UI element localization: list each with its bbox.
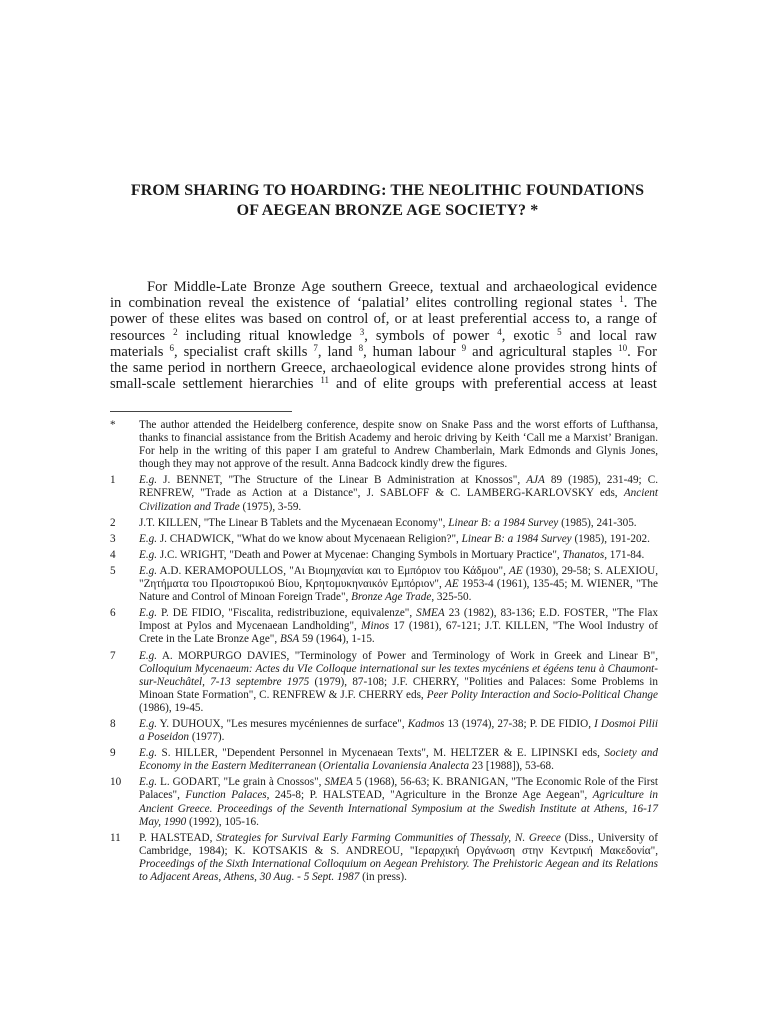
footnote-segment: E.g. — [139, 607, 158, 620]
footnote-mark: 4 — [110, 548, 116, 561]
body-line — [110, 279, 657, 295]
footnote-segment: 1953-4 (1961), 135-45; M. WIENER, "The Nature and Control of Minoan Foreign Trade", — [139, 578, 658, 604]
footnote-segment: 23 [1988]), 53-68. — [469, 760, 554, 773]
body-text-segment: , symbols of power — [364, 327, 490, 344]
footnote-segment: Thanatos — [562, 548, 605, 561]
footnote-segment: 59 (1964), 1-15. — [299, 633, 375, 646]
footnote-segment: SMEA — [416, 607, 445, 620]
footnote-segment: S. HILLER, "Dependent Personnel in Mycenaean Texts", M. HELTZER & E. LIPINSKI eds, — [157, 747, 605, 760]
footnote-segment: (1930), 29-58; S. ALEXIOU, "Ζητήματα του Προιστορικού Βίου, Κρητομυκηναικόν Εμπόριον", — [139, 564, 659, 591]
footnote-ref[interactable]: 3 — [359, 326, 365, 337]
body-text-segment: , human labour — [363, 343, 456, 360]
footnote-text — [139, 747, 658, 773]
footnote-text — [139, 474, 658, 513]
body-line — [110, 360, 657, 376]
body-line — [110, 344, 657, 360]
footnote-divider — [110, 411, 292, 412]
footnote-segment: (1977). — [189, 731, 225, 744]
body-text-segment: and local raw — [569, 327, 657, 344]
footnote-segment: , 245-8; P. HALSTEAD, "Agriculture in the Bronze Age Aegean", — [266, 789, 593, 802]
footnote-segment: P. DE FIDIO, "Fiscalita, redistribuzione, equivalenze", — [157, 607, 417, 620]
footnote-segment: 23 (1982), 83-136; E.D. FOSTER, "The Flax Impost at Pylos and Mycenaean Landholding", — [139, 607, 658, 633]
body-text-segment: in combination reveal the existence of ‘palatial’ elites controlling regional states — [110, 295, 613, 312]
footnote-segment: A. MORPURGO DAVIES, "Terminology of Power and Terminology of Work in Greek and Linear B", — [157, 649, 658, 662]
footnote-4 — [110, 549, 658, 562]
footnote-mark: 10 — [110, 776, 122, 789]
footnote-mark: 8 — [110, 717, 116, 730]
footnote-2 — [110, 517, 658, 530]
body-text-segment: , exotic — [501, 327, 550, 344]
footnote-segment: E.g. — [139, 532, 158, 545]
footnote-ref[interactable]: 1 — [619, 294, 624, 305]
footnote-mark: 6 — [110, 607, 116, 620]
body-text-segment: For Middle-Late Bronze Age southern Greece, textual and archaeological evidence — [147, 279, 657, 295]
footnote-ref[interactable]: 7 — [313, 342, 318, 353]
footnote-mark: 5 — [110, 564, 116, 577]
paper-title — [110, 181, 665, 221]
footnote-segment: 5 (1968), 56-63; K. BRANIGAN, "The Economic Role of the First Palaces", — [139, 776, 658, 802]
footnote-segment: 89 (1985), 231-49; C. RENFREW, "Trade as Action at a Distance", J. SABLOFF & C. LAMBERG-KARLOVSKY eds, — [139, 474, 658, 500]
body-text-segment: small-scale settlement hierarchies — [110, 376, 314, 393]
body-text-segment: materials — [110, 343, 164, 360]
footnote-segment: , 325-50. — [431, 591, 472, 604]
body-line — [110, 376, 657, 392]
body-text-segment: including ritual knowledge — [185, 327, 352, 344]
footnote-segment: J.C. WRIGHT, "Death and Power at Mycenae: Changing Symbols in Mortuary Practice", — [157, 548, 563, 561]
footnote-10 — [110, 776, 658, 828]
footnote-segment: , 171-84. — [604, 548, 645, 561]
body-line — [110, 328, 657, 344]
footnote-text — [139, 517, 658, 530]
footnote-segment: Y. DUHOUX, "Les mesures mycéniennes de surface", — [157, 717, 408, 730]
body-text-segment: and of elite groups with preferential access at least — [335, 376, 657, 393]
footnote-segment: E.g. — [139, 649, 158, 662]
footnote-ref[interactable]: 4 — [497, 326, 502, 337]
footnote-segment: (1992), 105-16. — [186, 815, 259, 828]
footnote-1 — [110, 474, 658, 513]
footnote-segment: ( — [316, 760, 323, 773]
body-text-segment: , specialist craft skills — [173, 343, 308, 360]
footnote-11 — [110, 832, 658, 884]
footnote-segment: L. GODART, "Le grain à Cnossos", — [157, 776, 325, 789]
footnote-segment: E.g. — [139, 776, 158, 789]
footnote-segment: E.g. — [139, 717, 158, 730]
footnote-segment: Linear B: a 1984 Survey — [448, 516, 559, 529]
footnote-segment: P. HALSTEAD, — [139, 831, 217, 844]
footnote-segment: Function Palaces — [185, 789, 267, 802]
footnote-segment: The author attended the Heidelberg conference, despite snow on Snake Pass and the worst efforts of Lufthansa, thanks to financial assistance from the British Academy and heroic driving by Keith ‘Call me a Marxist’ Branigan. For help in the writing of this paper I am grateful to Andrew Chamberlain, Mark Edmonds and Glynis Jones, though they may not approve of the result. Anna Badcock kindly drew the figures. — [139, 419, 658, 471]
body-text-segment: and agricultural staples — [472, 343, 613, 360]
footnote-mark: 11 — [110, 831, 121, 844]
footnote-3 — [110, 533, 658, 546]
footnote-segment: E.g. — [139, 548, 158, 561]
footnote-ref[interactable]: 6 — [169, 342, 174, 353]
footnote-ref[interactable]: 2 — [173, 326, 178, 337]
footnote-text — [139, 549, 658, 562]
footnote-segment: J.T. KILLEN, "The Linear B Tablets and the Mycenaean Economy", — [139, 516, 449, 529]
footnote-segment: Colloquium Mycenaeum: Actes du VIe Colloque international sur les textes mycéniens et égéens tenu à Chaumont-sur-Neuchâtel, 7-13 septembre 1975 — [139, 662, 658, 688]
body-text-segment: power of these elites was based on control of, or at least preferential access to, a range of — [110, 311, 657, 328]
footnote-segment: (1986), 19-45. — [139, 701, 204, 714]
footnote-text — [139, 607, 658, 646]
footnote-mark: 9 — [110, 747, 116, 760]
footnote-segment: (1979), 87-108; J.F. CHERRY, "Polities and Palaces: Some Problems in Minoan State Formation", C. RENFREW & J.F. CHERRY eds, — [139, 675, 658, 701]
footnote-mark: 2 — [110, 516, 116, 529]
footnote-segment: AE — [445, 578, 459, 591]
footnote-segment: SMEA — [324, 776, 354, 789]
footnote-mark: 1 — [110, 474, 116, 487]
footnote-segment: 13 (1974), 27-38; P. DE FIDIO, — [444, 717, 595, 730]
footnote-ref[interactable]: 10 — [618, 342, 628, 353]
footnote-segment: J. BENNET, "The Structure of the Linear B Administration at Knossos", — [157, 474, 527, 487]
body-text-segment: the same period in northern Greece, archaeological evidence alone provides strong hints of — [110, 360, 657, 377]
footnote-8 — [110, 718, 658, 744]
footnote-ref[interactable]: 5 — [557, 326, 562, 337]
footnote-segment: Minos — [361, 620, 390, 633]
footnote-7 — [110, 650, 658, 715]
footnote-ref[interactable]: 9 — [461, 342, 467, 353]
footnote-segment: Proceedings of the Sixth International Colloquium on Aegean Prehistory. The Prehistoric Aegean and its Relations to Adjacent Areas, Athens, 30 Aug. - 5 Sept. 1987 — [139, 857, 658, 883]
footnote-mark: 7 — [110, 649, 116, 662]
footnote-segment: A.D. KERAMOPOULLOS, "Αι Βιομηχανίαι και το Εμπόριον του Κάδμου", — [157, 564, 510, 577]
footnote-text — [139, 832, 658, 884]
body-line — [110, 295, 657, 311]
body-text-segment: resources — [110, 327, 166, 344]
footnote-segment: E.g. — [139, 474, 158, 487]
footnote-ref[interactable]: 11 — [320, 375, 330, 386]
footnote-segment: E.g. — [139, 564, 158, 577]
footnote-ref[interactable]: 8 — [358, 342, 364, 353]
footnote-segment: 17 (1981), 67-121; J.T. KILLEN, "The Wool Industry of Crete in the Late Bronze Age", — [139, 620, 658, 646]
title-line-1: FROM SHARING TO HOARDING: THE NEOLITHIC FOUNDATIONS — [130, 182, 645, 199]
footnote-segment: Agriculture in Ancient Greece. Proceedings of the Seventh International Symposium at the Swedish Institute at Athens, 16-17 May, 1990 — [139, 789, 658, 828]
footnotes — [110, 419, 658, 887]
footnote-segment: (1975), 3-59. — [239, 500, 302, 513]
footnote-segment: BSA — [279, 633, 300, 646]
footnote-segment: I Dosmoi Pilii a Poseidon — [139, 717, 658, 744]
footnote-star — [110, 419, 658, 471]
footnote-9 — [110, 747, 658, 773]
footnote-segment: J. CHADWICK, "What do we know about Mycenaean Religion?", — [157, 532, 462, 545]
footnote-segment: (1985), 191-202. — [571, 532, 650, 545]
footnote-text — [139, 718, 658, 744]
footnote-text — [139, 533, 658, 546]
footnote-mark: * — [110, 419, 116, 431]
footnote-segment: Linear B: a 1984 Survey — [461, 532, 572, 545]
footnote-text — [139, 565, 658, 604]
footnote-segment: Kadmos — [407, 717, 445, 730]
footnote-segment: Orientalia Lovaniensia Analecta — [322, 760, 470, 773]
footnote-segment: (1985), 241-305. — [558, 516, 637, 529]
footnote-segment: Bronze Age Trade — [351, 591, 432, 604]
body-text-segment: . For — [627, 343, 657, 360]
footnote-mark: 3 — [110, 532, 116, 545]
body-line — [110, 311, 657, 327]
footnote-segment: E.g. — [139, 747, 158, 760]
footnote-6 — [110, 607, 658, 646]
body-text-segment: . The — [623, 295, 657, 312]
footnote-segment: (in press). — [359, 871, 407, 883]
title-line-2: OF AEGEAN BRONZE AGE SOCIETY? * — [236, 202, 539, 219]
footnote-text — [139, 650, 658, 715]
footnote-segment: (Diss., University of Cambridge, 1984); K. KOTSAKIS & S. ANDREOU, "Ιεραρχική Οργάνωση στην Κεντρική Μακεδονία", — [139, 831, 658, 857]
footnote-segment: Society and Economy in the Eastern Mediterranean — [139, 747, 658, 773]
body-paragraph — [110, 279, 657, 392]
footnote-segment: Ancient Civilization and Trade — [139, 487, 658, 513]
footnote-text — [139, 776, 658, 828]
footnote-5 — [110, 565, 658, 604]
footnote-segment: Peer Polity Interaction and Socio-Political Change — [426, 688, 658, 701]
footnote-segment: Strategies for Survival Early Farming Communities of Thessaly, N. Greece — [216, 831, 561, 844]
body-text-segment: , land — [317, 343, 353, 360]
footnote-segment: AJA — [526, 474, 545, 487]
footnote-segment: AE — [509, 564, 523, 577]
footnote-text — [139, 419, 658, 471]
